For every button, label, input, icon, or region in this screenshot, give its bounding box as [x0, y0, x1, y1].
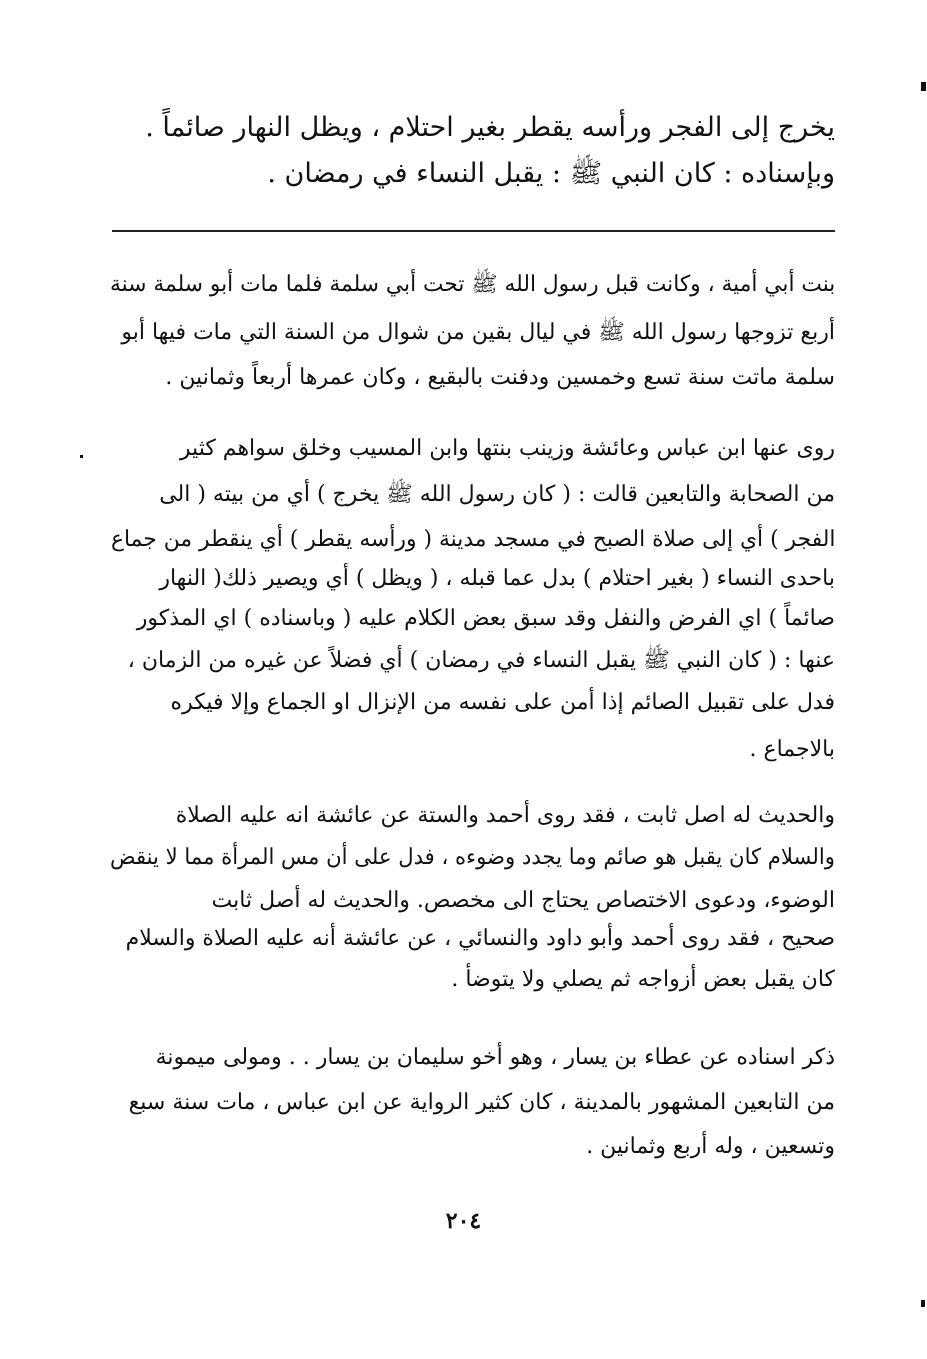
commentary-p2-line-3: الفجر ) أي إلى صلاة الصبح في مسجد مدينة ( ورأسه يقطر ) أي ينقطر من جماع: [110, 527, 835, 552]
scan-speck: [921, 82, 926, 91]
commentary-p2-line-5: صائماً ) اي الفرض والنفل وقد سبق بعض الكلام عليه ( وباسناده ) اي المذكور: [136, 606, 835, 631]
main-text-line-2: وبإسناده : كان النبي ﷺ : يقبل النساء في رمضان .: [267, 158, 835, 189]
commentary-p2-line-8: بالاجماع .: [749, 737, 835, 762]
commentary-p2-line-1: روى عنها ابن عباس وعائشة وزينب بنتها وابن المسيب وخلق سواهم كثير: [179, 436, 835, 461]
commentary-p3-line-1: والحديث له اصل ثابت ، فقد روى أحمد والستة عن عائشة انه عليه الصلاة: [175, 803, 835, 828]
commentary-p4-line-3: وتسعين ، وله أربع وثمانين .: [586, 1134, 835, 1159]
commentary-p3-line-3: الوضوء، ودعوى الاختصاص يحتاج الى مخصص. والحديث له أصل ثابت: [211, 888, 835, 913]
commentary-p2-line-4: باحدى النساء ( بغير احتلام ) بدل عما قبله ، ( ويظل ) أي ويصير ذلك( النهار: [159, 566, 835, 591]
commentary-p3-line-2: والسلام كان يقبل هو صائم وما يجدد وضوءه ، فدل على أن مس المرأة مما لا ينقض: [110, 845, 835, 870]
commentary-p1-line-1: بنت أبي أمية ، وكانت قبل رسول الله ﷺ تحت أبي سلمة فلما مات أبو سلمة سنة: [109, 272, 835, 297]
main-text-line-1: يخرج إلى الفجر ورأسه يقطر بغير احتلام ، ويظل النهار صائماً .: [145, 112, 835, 143]
scan-speck: [921, 1300, 925, 1307]
commentary-p2-line-2: من الصحابة والتابعين قالت : ( كان رسول الله ﷺ يخرج ) أي من بيته ( الى: [159, 482, 835, 507]
footnote-divider: [112, 230, 835, 232]
commentary-p2-line-7: فدل على تقبيل الصائم إذا أمن على نفسه من الإنزال او الجماع وإلا فيكره: [170, 690, 835, 715]
commentary-p1-line-2: أربع تزوجها رسول الله ﷺ في ليال بقين من شوال من السنة التي مات فيها أبو: [121, 320, 835, 345]
scan-speck: [80, 455, 83, 458]
page-number: ٢٠٤: [445, 1208, 482, 1234]
commentary-p4-line-2: من التابعين المشهور بالمدينة ، كان كثير الرواية عن ابن عباس ، مات سنة سبع: [128, 1090, 835, 1115]
commentary-p3-line-5: كان يقبل بعض أزواجه ثم يصلي ولا يتوضأ .: [451, 967, 835, 992]
commentary-p3-line-4: صحيح ، فقد روى أحمد وأبو داود والنسائي ، عن عائشة أنه عليه الصلاة والسلام: [125, 926, 835, 951]
commentary-p1-line-3: سلمة ماتت سنة تسع وخمسين ودفنت بالبقيع ، وكان عمرها أربعاً وثمانين .: [165, 365, 835, 390]
commentary-p4-line-1: ذكر اسناده عن عطاء بن يسار ، وهو أخو سليمان بن يسار . . ومولى ميمونة: [155, 1045, 835, 1070]
commentary-p2-line-6: عنها : ( كان النبي ﷺ يقبل النساء في رمضان ) أي فضلاً عن غيره من الزمان ،: [127, 648, 835, 673]
